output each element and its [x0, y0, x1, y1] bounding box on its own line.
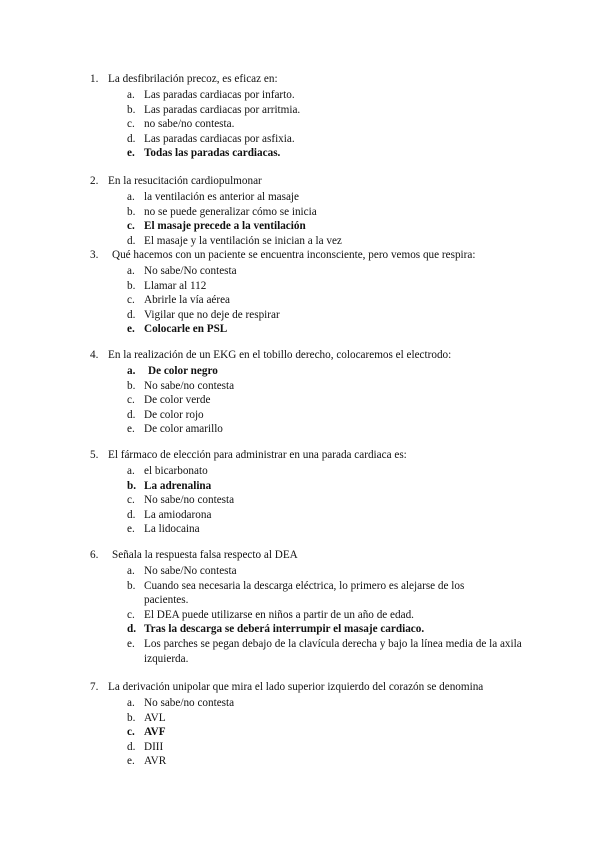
question-7 — [90, 680, 530, 769]
option-text: El masaje precede a la ventilación — [144, 220, 306, 233]
option-letter: b. — [127, 279, 136, 292]
option-item-correct — [90, 322, 530, 337]
option-letter: a. — [127, 565, 135, 577]
option-item — [90, 464, 530, 479]
option-item-correct — [90, 364, 530, 379]
option-letter: c. — [127, 494, 135, 507]
option-letter: a. — [127, 465, 135, 477]
options-list — [90, 364, 530, 437]
option-text: No sabe/no contesta — [144, 697, 235, 709]
options-list — [90, 88, 530, 161]
option-letter: c. — [127, 608, 135, 621]
question-1 — [90, 72, 530, 161]
option-text: El DEA puede utilizarse en niños a partir de un año de edad. — [144, 608, 414, 621]
option-item — [90, 637, 530, 666]
question-text: En la resucitación cardiopulmonar — [108, 175, 262, 187]
question-6 — [90, 548, 530, 666]
option-text: Tras la descarga se deberá interrumpir el masaje cardiaco. — [144, 623, 425, 636]
option-item — [90, 308, 530, 323]
option-item — [90, 740, 530, 755]
option-item — [90, 205, 530, 220]
question-number: 7. — [90, 681, 99, 693]
question-7-header — [90, 680, 530, 695]
option-letter: e. — [127, 523, 135, 536]
option-item — [90, 711, 530, 726]
option-item — [90, 88, 530, 103]
options-list — [90, 564, 530, 666]
option-text: De color verde — [144, 394, 211, 407]
option-text: La amiodarona — [144, 508, 212, 521]
options-list — [90, 696, 530, 769]
question-number: 3. — [90, 249, 99, 261]
option-letter: d. — [127, 508, 136, 521]
option-item — [90, 696, 530, 711]
option-text: Las paradas cardiacas por arritmia. — [144, 103, 301, 116]
option-letter: a. — [127, 191, 135, 203]
options-list — [90, 464, 530, 537]
option-text: Vigilar que no deje de respirar — [144, 308, 280, 321]
option-letter: e. — [127, 423, 135, 436]
option-text: No sabe/no contesta — [144, 379, 235, 392]
option-text: AVL — [144, 711, 166, 724]
option-text: No sabe/No contesta — [144, 265, 237, 277]
question-3-header — [90, 248, 530, 263]
option-text: No sabe/No contesta — [144, 565, 237, 577]
option-item-correct — [90, 622, 530, 637]
option-item — [90, 379, 530, 394]
option-letter: b. — [127, 479, 137, 492]
option-text: no se puede generalizar cómo se inicia — [144, 205, 317, 218]
option-letter: d. — [127, 623, 137, 636]
option-item — [90, 408, 530, 423]
option-item — [90, 608, 530, 623]
option-text: Todas las paradas cardiacas. — [144, 147, 281, 160]
options-list — [90, 264, 530, 337]
option-item — [90, 754, 530, 769]
option-item — [90, 508, 530, 523]
option-item — [90, 564, 530, 579]
option-letter: d. — [127, 740, 136, 753]
option-letter: e. — [127, 147, 135, 160]
question-text: La derivación unipolar que mira el lado superior izquierdo del corazón se denomina — [108, 681, 484, 693]
option-text: Los parches se pegan debajo de la clavícula derecha y bajo la línea media de la axila izquierda. — [144, 637, 522, 665]
option-text: AVR — [144, 755, 167, 768]
option-text: Las paradas cardiacas por asfixia. — [144, 132, 295, 145]
option-letter: a. — [127, 89, 135, 101]
option-letter: d. — [127, 308, 136, 321]
option-item — [90, 393, 530, 408]
option-item — [90, 234, 530, 249]
option-item — [90, 132, 530, 147]
option-letter: c. — [127, 726, 135, 739]
question-number: 2. — [90, 175, 99, 187]
option-letter: b. — [127, 379, 136, 392]
option-letter: d. — [127, 408, 136, 421]
option-letter: d. — [127, 234, 136, 247]
option-text: el bicarbonato — [144, 465, 208, 477]
option-letter: b. — [127, 103, 136, 116]
option-text: De color negro — [148, 365, 218, 377]
question-text: La desfibrilación precoz, es eficaz en: — [108, 73, 278, 85]
option-item — [90, 117, 530, 132]
option-item-correct — [90, 146, 530, 161]
option-letter: a. — [127, 265, 135, 277]
question-number: 4. — [90, 349, 99, 361]
option-letter: c. — [127, 220, 135, 233]
option-letter: c. — [127, 118, 135, 131]
option-text: De color rojo — [144, 408, 204, 421]
option-letter: a. — [127, 697, 135, 709]
option-letter: e. — [127, 637, 135, 650]
question-text: Señala la respuesta falsa respecto al DEA — [112, 549, 298, 561]
question-6-header — [90, 548, 530, 563]
option-text: No sabe/no contesta — [144, 494, 235, 507]
option-text: Colocarle en PSL — [144, 323, 228, 336]
option-text: De color amarillo — [144, 423, 223, 436]
option-text: Llamar al 112 — [144, 279, 207, 292]
question-5-header — [90, 448, 530, 463]
question-text: El fármaco de elección para administrar en una parada cardiaca es: — [108, 449, 407, 461]
option-text: La lidocaina — [144, 523, 200, 536]
question-4-header — [90, 348, 530, 363]
option-item — [90, 522, 530, 537]
option-letter: c. — [127, 394, 135, 407]
option-letter: b. — [127, 711, 136, 724]
question-2-header — [90, 174, 530, 189]
question-5 — [90, 448, 530, 537]
question-number: 1. — [90, 73, 99, 85]
option-letter: e. — [127, 323, 135, 336]
option-item-correct — [90, 219, 530, 234]
option-text: El masaje y la ventilación se inician a la vez — [144, 234, 342, 247]
option-item-correct — [90, 479, 530, 494]
option-text: Cuando sea necesaria la descarga eléctrica, lo primero es alejarse de los pacientes. — [144, 579, 465, 607]
option-text: AVF — [144, 726, 166, 739]
option-letter: b. — [127, 205, 136, 218]
question-number: 5. — [90, 449, 99, 461]
question-text: Qué hacemos con un paciente se encuentra inconsciente, pero vemos que respira: — [112, 249, 476, 261]
option-text: la ventilación es anterior al masaje — [144, 191, 300, 203]
option-text: Las paradas cardiacas por infarto. — [144, 89, 295, 101]
option-text: DIII — [144, 740, 164, 753]
options-list — [90, 190, 530, 248]
option-letter: c. — [127, 294, 135, 307]
question-text: En la realización de un EKG en el tobillo derecho, colocaremos el electrodo: — [108, 349, 452, 361]
option-letter: e. — [127, 755, 135, 768]
option-item-correct — [90, 725, 530, 740]
question-2 — [90, 174, 530, 248]
option-item — [90, 103, 530, 118]
question-number: 6. — [90, 549, 99, 561]
option-letter: d. — [127, 132, 136, 145]
option-item — [90, 293, 530, 308]
option-item — [90, 279, 530, 294]
option-item — [90, 422, 530, 437]
option-item — [90, 493, 530, 508]
option-text: Abrirle la vía aérea — [144, 294, 231, 307]
option-item — [90, 579, 530, 608]
option-item — [90, 190, 530, 205]
option-letter: b. — [127, 579, 136, 592]
question-4 — [90, 348, 530, 437]
option-text: La adrenalina — [144, 479, 212, 492]
question-1-header — [90, 72, 530, 87]
question-3 — [90, 248, 530, 337]
option-item — [90, 264, 530, 279]
option-letter: a. — [127, 365, 136, 377]
option-text: no sabe/no contesta. — [144, 118, 235, 131]
